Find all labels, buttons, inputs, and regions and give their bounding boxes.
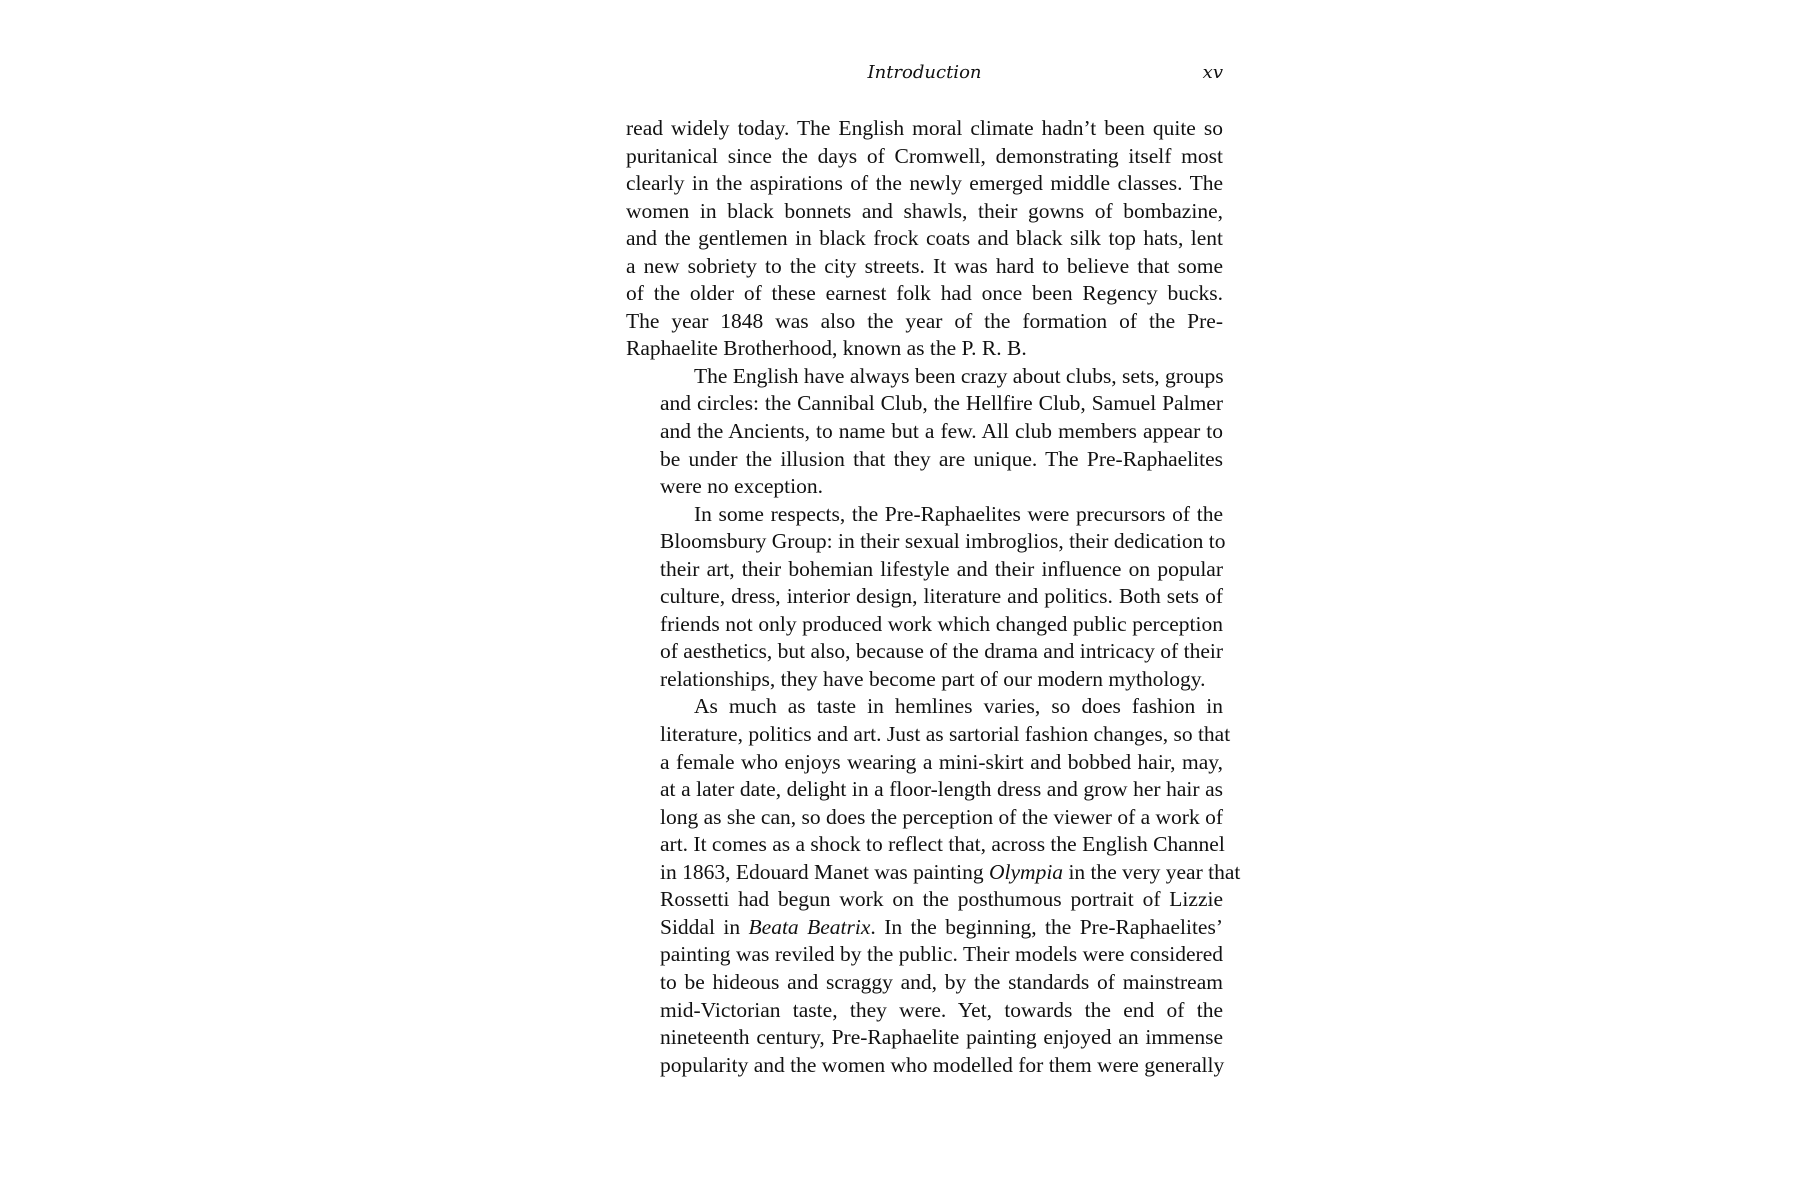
text-line: of aesthetics, but also, because of the drama and intricacy of their (660, 639, 1223, 664)
text-line: Siddal in Beata Beatrix. In the beginning, the Pre-Raphaelites’ (660, 914, 1223, 939)
text-line: and circles: the Cannibal Club, the Hellfire Club, Samuel Palmer (660, 391, 1223, 416)
text-line: painting was reviled by the public. Their models were considered (660, 942, 1223, 967)
text-line: in 1863, Edouard Manet was painting Olympia in the very year that (660, 859, 1241, 884)
text-line: Rossetti had begun work on the posthumous portrait of Lizzie (660, 887, 1223, 912)
text-line: Raphaelite Brotherhood, known as the P. R. B. (626, 336, 1027, 361)
text-line: long as she can, so does the perception of the viewer of a work of (660, 804, 1223, 829)
running-head-title: Introduction (867, 62, 982, 83)
text-line: read widely today. The English moral climate hadn’t been quite so (626, 116, 1223, 140)
running-head (626, 62, 1223, 90)
text-line: and the gentlemen in black frock coats and black silk top hats, lent (626, 226, 1223, 251)
paragraph (626, 363, 1223, 501)
text-line: clearly in the aspirations of the newly emerged middle classes. The (626, 171, 1223, 196)
text-line: popularity and the women who modelled for them were generally (660, 1052, 1225, 1077)
text-line: culture, dress, interior design, literature and politics. Both sets of (660, 584, 1223, 609)
text-line: friends not only produced work which changed public perception (660, 611, 1223, 636)
text-line: relationships, they have become part of our modern mythology. (660, 666, 1206, 691)
text-line: puritanical since the days of Cromwell, demonstrating itself most (626, 143, 1223, 168)
page-number: xv (1202, 62, 1223, 83)
text-line: be under the illusion that they are unique. The Pre-Raphaelites (660, 446, 1223, 471)
text-line: and the Ancients, to name but a few. All club members appear to (660, 419, 1223, 444)
paragraph (626, 693, 1241, 1079)
text-line: women in black bonnets and shawls, their gowns of bombazine, (626, 198, 1223, 223)
text-line: to be hideous and scraggy and, by the standards of mainstream (660, 969, 1223, 994)
text-line: The English have always been crazy about clubs, sets, groups (694, 363, 1224, 388)
paragraph (626, 501, 1226, 694)
text-line: mid-Victorian taste, they were. Yet, towards the end of the (660, 997, 1223, 1022)
text-line: The year 1848 was also the year of the formation of the Pre- (626, 308, 1223, 333)
body-text (626, 115, 1241, 1079)
text-line: As much as taste in hemlines varies, so does fashion in (694, 694, 1223, 719)
paragraph (626, 115, 1223, 363)
text-line: In some respects, the Pre-Raphaelites were precursors of the (694, 501, 1223, 526)
text-line: literature, politics and art. Just as sartorial fashion changes, so that (660, 722, 1231, 747)
text-line: a female who enjoys wearing a mini-skirt and bobbed hair, may, (660, 749, 1223, 774)
text-line: nineteenth century, Pre-Raphaelite painting enjoyed an immense (660, 1025, 1223, 1050)
text-line: at a later date, delight in a floor-length dress and grow her hair as (660, 777, 1223, 802)
text-line: Bloomsbury Group: in their sexual imbroglios, their dedication to (660, 529, 1226, 554)
text-line: their art, their bohemian lifestyle and their influence on popular (660, 556, 1223, 581)
text-line: art. It comes as a shock to reflect that, across the English Channel (660, 832, 1225, 857)
text-line: a new sobriety to the city streets. It was hard to believe that some (626, 253, 1223, 278)
text-line: of the older of these earnest folk had once been Regency bucks. (626, 281, 1223, 306)
text-line: were no exception. (660, 474, 823, 499)
italic-title: Olympia (989, 859, 1064, 884)
italic-title: Beata Beatrix (748, 914, 871, 939)
